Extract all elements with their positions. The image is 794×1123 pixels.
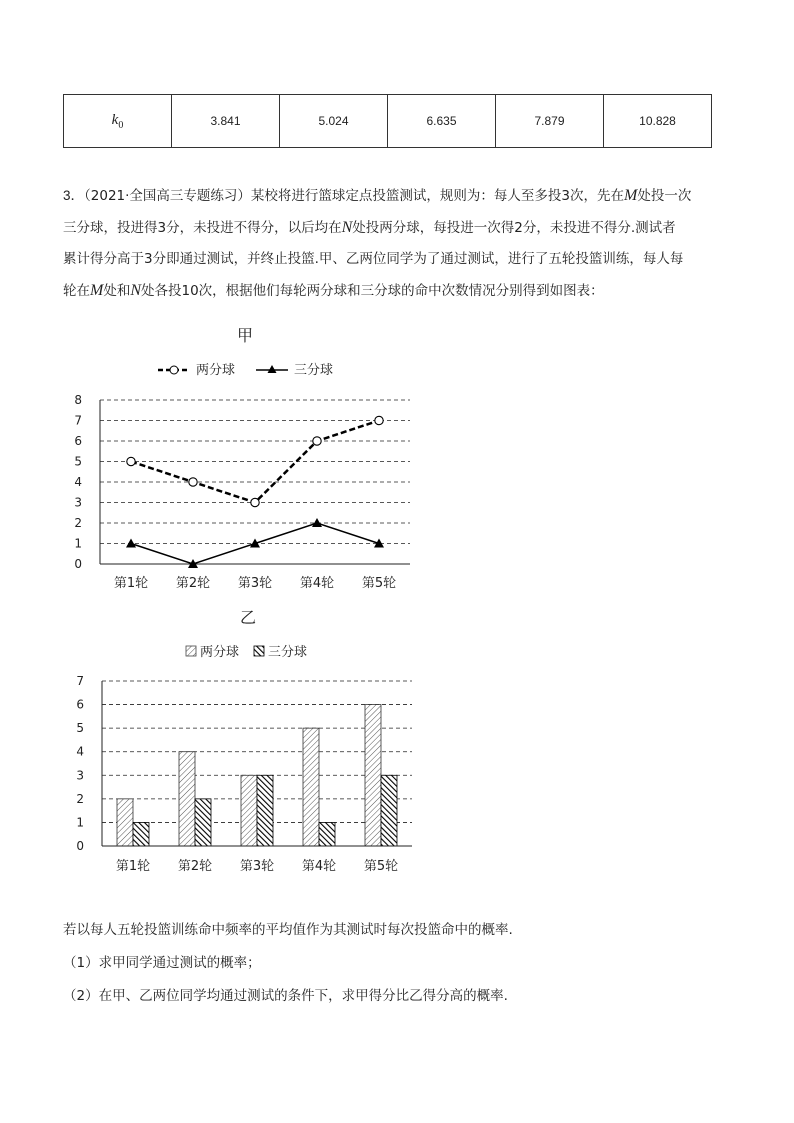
- chart-title: 甲: [236, 326, 254, 345]
- y-tick-label: 3: [76, 768, 84, 783]
- data-point-two-point: [313, 437, 321, 445]
- data-point-three-point: [126, 539, 136, 548]
- bar-three-point: [195, 799, 211, 846]
- y-tick-label: 8: [74, 393, 82, 407]
- x-tick-label: 第4轮: [299, 576, 335, 591]
- bar-two-point: [117, 799, 133, 846]
- question-2: （2）在甲、乙两位同学均通过测试的条件下，求甲得分比乙得分高的概率.: [63, 988, 508, 1004]
- problem-line-4: 轮在M处和N处各投10次，根据他们每轮两分球和三分球的命中次数情况分别得到如图表：: [63, 282, 604, 299]
- problem-line-2: 三分球，投进得3分，未投进不得分，以后均在N处投两分球，每投进一次得2分，未投进不得分.测试者: [63, 219, 676, 236]
- x-tick-label: 第4轮: [301, 859, 337, 874]
- data-point-three-point: [312, 518, 322, 527]
- bar-two-point: [179, 752, 195, 846]
- y-tick-label: 0: [76, 839, 84, 853]
- y-tick-label: 7: [76, 674, 84, 688]
- problem-statement: [63, 180, 733, 307]
- legend-label: 三分球: [294, 363, 334, 378]
- x-tick-label: 第1轮: [113, 576, 149, 591]
- y-tick-label: 4: [74, 475, 82, 489]
- problem-line-3: 累计得分高于3分即通过测试，并终止投篮.甲、乙两位同学为了通过测试，进行了五轮投篮训练，每人每: [63, 251, 684, 267]
- y-tick-label: 1: [74, 536, 82, 551]
- table-cell: 6.635: [388, 95, 496, 148]
- bar-two-point: [303, 728, 319, 846]
- data-point-two-point: [251, 498, 259, 506]
- table-cell: 10.828: [604, 95, 712, 148]
- y-tick-label: 4: [76, 744, 84, 759]
- legend-label: 两分球: [196, 363, 236, 378]
- y-tick-label: 6: [76, 697, 84, 712]
- y-tick-label: 2: [74, 516, 82, 530]
- x-tick-label: 第3轮: [237, 576, 273, 591]
- y-tick-label: 7: [74, 413, 82, 428]
- row-label-k0: $k_0$: [64, 95, 172, 148]
- chart-jia-line: [60, 318, 430, 600]
- y-tick-label: 0: [74, 557, 82, 571]
- y-tick-label: 1: [76, 815, 84, 830]
- closing-statement: 若以每人五轮投篮训练命中频率的平均值作为其测试时每次投篮命中的概率.: [63, 922, 513, 938]
- legend-marker-triangle: [268, 365, 277, 373]
- legend-swatch-two-point: [186, 646, 196, 656]
- x-tick-label: 第5轮: [361, 576, 397, 591]
- chart-title: 乙: [239, 608, 257, 627]
- legend-marker-circle: [170, 366, 178, 374]
- x-tick-label: 第2轮: [177, 859, 213, 874]
- bar-three-point: [257, 775, 273, 846]
- chart-yi-bar: [60, 600, 430, 882]
- table-row: [64, 95, 712, 148]
- bar-two-point: [365, 705, 381, 846]
- data-point-two-point: [189, 478, 197, 486]
- question-1: （1）求甲同学通过测试的概率；: [63, 955, 261, 971]
- bar-three-point: [319, 822, 335, 846]
- legend-label: 三分球: [268, 645, 308, 660]
- data-point-two-point: [127, 457, 135, 465]
- bar-two-point: [241, 775, 257, 846]
- y-tick-label: 2: [76, 791, 84, 806]
- problem-line-1: 3．（2021·全国高三专题练习）某校将进行篮球定点投篮测试，规则为：每人至多投3次，先在M处投一次: [63, 187, 692, 204]
- legend-swatch-three-point: [254, 646, 264, 656]
- y-tick-label: 5: [76, 721, 84, 736]
- bar-three-point: [133, 822, 149, 846]
- table-cell: 3.841: [172, 95, 280, 148]
- data-point-two-point: [375, 416, 383, 424]
- bar-three-point: [381, 775, 397, 846]
- x-tick-label: 第1轮: [115, 859, 151, 874]
- legend-label: 两分球: [200, 645, 240, 660]
- y-tick-label: 6: [74, 434, 82, 448]
- y-tick-label: 3: [74, 495, 82, 510]
- x-tick-label: 第3轮: [239, 859, 275, 874]
- critical-value-table: [63, 94, 712, 148]
- x-tick-label: 第2轮: [175, 576, 211, 591]
- table-cell: 7.879: [496, 95, 604, 148]
- x-tick-label: 第5轮: [363, 859, 399, 874]
- y-tick-label: 5: [74, 454, 82, 469]
- table-cell: 5.024: [280, 95, 388, 148]
